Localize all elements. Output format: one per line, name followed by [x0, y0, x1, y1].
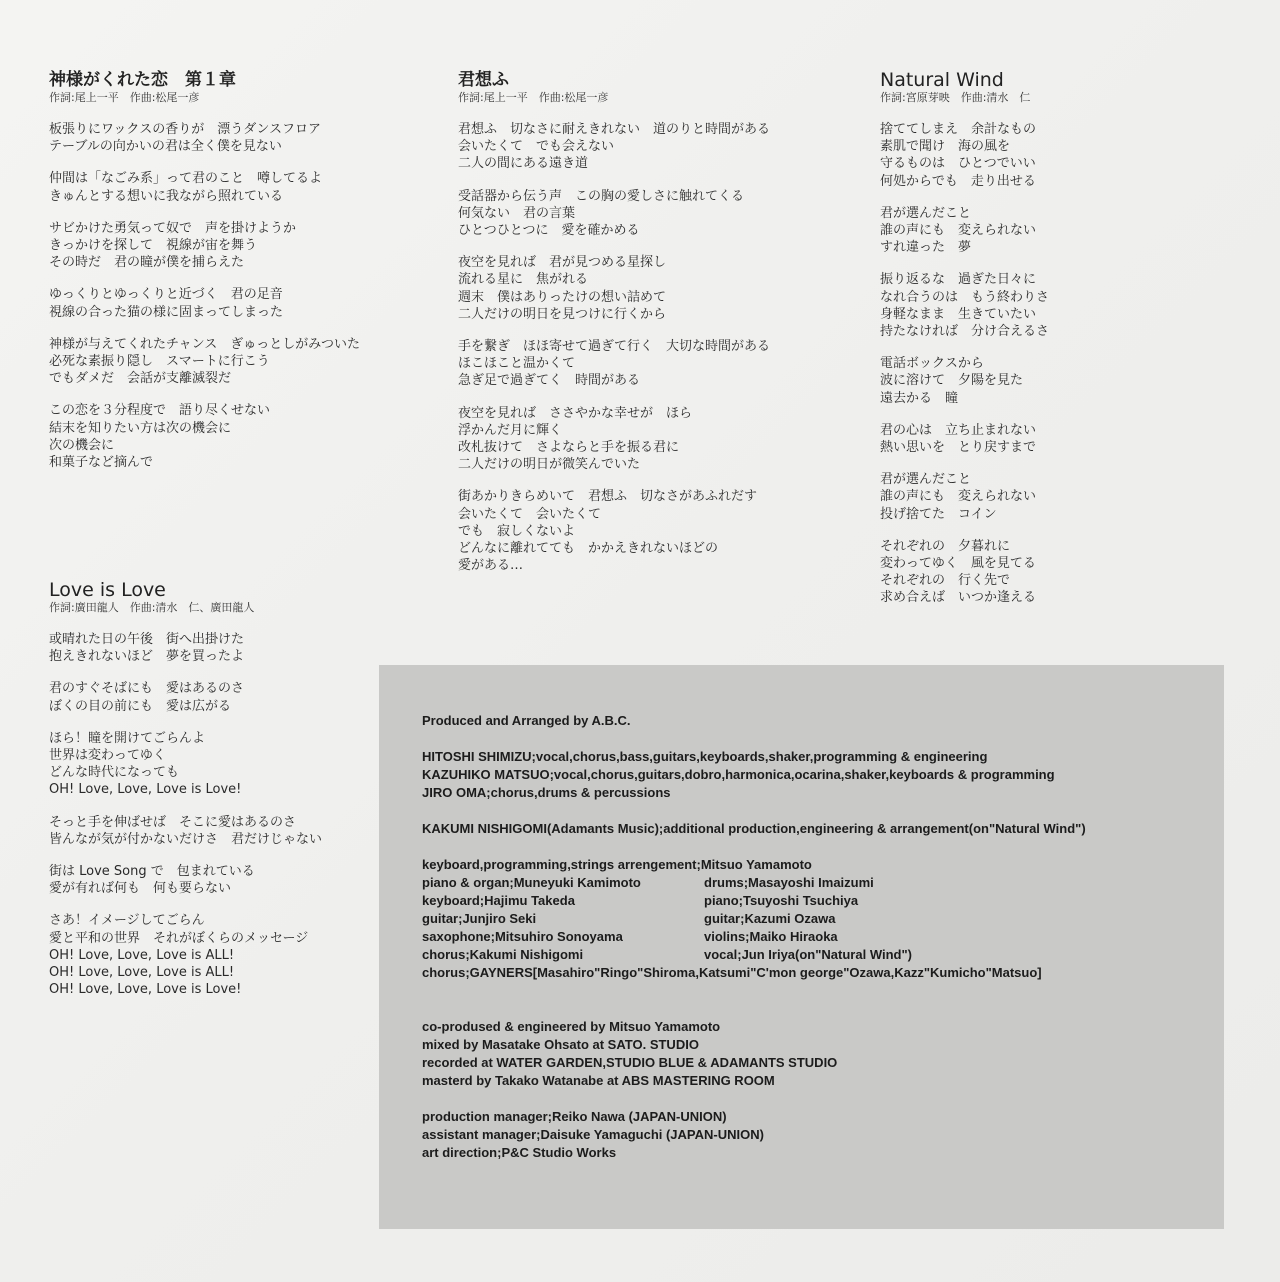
stanza [880, 205, 1049, 257]
stanza [49, 336, 360, 388]
lyric-line: 視線の合った猫の様に固まってしまった [49, 304, 284, 320]
musician-pair [422, 874, 1086, 892]
strings-credit: keyboard,programming,strings arrengement;Mitsuo Yamamoto [422, 857, 812, 872]
management-credit: art direction;P&C Studio Works [422, 1145, 617, 1160]
lyric-line: 世界は変わってゆく [49, 748, 166, 764]
stanza [880, 422, 1049, 456]
lyric-line: ひとつひとつに 愛を確かめる [458, 223, 640, 239]
musician-credit: piano;Tsuyoshi Tsuchiya [704, 893, 859, 908]
stanza [49, 286, 360, 320]
lyric-line: 素肌で聞け 海の風を [880, 139, 1011, 155]
musician-credit: chorus;Kakumi Nishigomi [422, 947, 584, 962]
stanza [49, 402, 360, 471]
lyric-line: 或晴れた日の午後 街へ出掛けた [49, 632, 245, 647]
lyric-line: 何処からでも 走り出せる [880, 173, 1036, 189]
song-natural-wind [880, 70, 1049, 607]
stanza [458, 121, 770, 173]
song-credit: 作詞:宮原芽映 作曲:清水 仁 [880, 91, 1031, 104]
lyric-line: 街あかりきらめいて 君想ふ 切なさがあふれだす [458, 489, 758, 505]
credits-text [422, 712, 1086, 1162]
lyric-line: 熱い思いを とり戻すまで [880, 440, 1037, 456]
stanza [880, 471, 1049, 523]
lyric-line: 急ぎ足で過ぎてく 時間がある [458, 373, 641, 389]
lyrics [458, 121, 770, 574]
musician-pair [422, 946, 1086, 964]
lyric-line: OH! Love, Love, Love is Love! [49, 782, 242, 798]
lyric-line: 神様が与えてくれたチャンス ぎゅっとしがみついた [49, 336, 360, 352]
lyric-line: 二人だけの明日を見つけに行くから [458, 306, 667, 322]
song-credit: 作詞:尾上一平 作曲:松尾一彦 [49, 91, 200, 104]
musician-credit: drums;Masayoshi Imaizumi [704, 875, 874, 890]
lyric-line: 持たなければ 分け合えるさ [880, 324, 1050, 340]
lyric-line: 改札抜けて さよならと手を振る君に [458, 440, 680, 456]
member-credit: HITOSHI SHIMIZU;vocal,chorus,bass,guitars,keyboards,shaker,programming & engineering [422, 749, 988, 764]
lyric-line: 週末 僕はありったけの想い詰めて [458, 289, 667, 305]
engineering-credit: co-prodused & engineered by Mitsuo Yamamoto [422, 1019, 721, 1034]
lyric-line: 振り返るな 過ぎた日々に [880, 272, 1037, 288]
stanza [49, 863, 322, 897]
musician-pair [422, 910, 1086, 928]
lyric-line: 板張りにワックスの香りが 漂うダンスフロア [49, 122, 321, 137]
lyric-line: でもダメだ 会話が支離滅裂だ [49, 371, 232, 387]
lyric-line: 夜空を見れば ささやかな幸せが ほら [458, 405, 693, 421]
song-credit: 作詞:廣田龍人 作曲:清水 仁、廣田龍人 [49, 601, 255, 614]
lyric-line: 君が選んだこと [880, 472, 972, 488]
lyric-line: 受話器から伝う声 この胸の愛しさに触れてくる [458, 188, 745, 204]
musician-credit: saxophone;Mitsuhiro Sonoyama [422, 929, 623, 944]
lyric-line: 遠去かる 瞳 [880, 390, 959, 406]
engineering-credit: masterd by Takako Watanabe at ABS MASTERING ROOM [422, 1073, 775, 1088]
lyric-line: 捨ててしまえ 余計なもの [880, 122, 1037, 137]
lyric-line: 君が選んだこと [880, 205, 972, 221]
lyric-line: 浮かんだ月に輝く [458, 422, 563, 438]
lyric-line: 君の心は 立ち止まれない [880, 422, 1037, 438]
lyric-line: 和菓子など摘んで [49, 455, 154, 471]
lyric-line: 変わってゆく 風を見てる [880, 556, 1036, 572]
lyric-line: 手を繋ぎ ほほ寄せて過ぎて行く 大切な時間がある [458, 339, 771, 355]
management-credit: production manager;Reiko Nawa (JAPAN-UNION) [422, 1109, 727, 1124]
lyric-line: 君のすぐそばにも 愛はあるのさ [49, 681, 245, 697]
lyric-line: 求め合えば いつか逢える [880, 590, 1037, 606]
lyric-line: きゅんとする想いに我ながら照れている [49, 188, 284, 204]
stanza [49, 170, 360, 204]
lyric-line: 二人の間にある遠き道 [458, 156, 589, 172]
chorus-credit: chorus;GAYNERS[Masahiro"Ringo"Shiroma,Katsumi"C'mon george"Ozawa,Kazz"Kumicho"Matsuo] [422, 965, 1042, 980]
lyric-line: 愛がある… [458, 558, 524, 574]
lyric-line: OH! Love, Love, Love is ALL! [49, 947, 235, 963]
lyric-line: ゆっくりとゆっくりと近づく 君の足音 [49, 287, 283, 303]
song-title: Natural Wind [880, 69, 1004, 91]
lyric-line: サビかけた勇気って奴で 声を掛けようか [49, 220, 297, 236]
lyric-line: 会いたくて 会いたくて [458, 506, 602, 522]
lyric-line: 会いたくて でも会えない [458, 139, 615, 155]
song-love-is-love [49, 580, 322, 998]
engineering-credit: recorded at WATER GARDEN,STUDIO BLUE & ADAMANTS STUDIO [422, 1055, 838, 1070]
lyric-line: 次の機会に [49, 437, 115, 453]
lyric-line: 身軽なまま 生きていたい [880, 306, 1037, 322]
lyric-line: 波に溶けて 夕陽を見た [880, 373, 1024, 389]
lyric-line: きっかけを探して 視線が宙を舞う [49, 238, 258, 254]
lyric-line: さあ！イメージしてごらん [49, 913, 205, 929]
lyric-line: ぼくの目の前にも 愛は広がる [49, 698, 232, 714]
musician-credit: guitar;Kazumi Ozawa [704, 911, 836, 926]
lyric-line: そっと手を伸ばせば そこに愛はあるのさ [49, 814, 297, 830]
stanza [458, 254, 770, 323]
engineering-credit: mixed by Masatake Ohsato at SATO. STUDIO [422, 1037, 699, 1052]
lyric-line: 誰の声にも 変えられない [880, 223, 1037, 239]
lyric-line: 夜空を見れば 君が見つめる星探し [458, 255, 667, 271]
lyric-line: 街は Love Song で 包まれている [49, 864, 255, 880]
lyric-line: どんなに離れてても かかえきれないほどの [458, 541, 719, 557]
lyric-line: なれ合うのは もう終わりさ [880, 289, 1050, 305]
song-title: 君想ふ [458, 70, 509, 90]
song-kimi-omou [458, 70, 770, 574]
lyric-line: 抱えきれないほど 夢を買ったよ [49, 649, 245, 665]
stanza [49, 730, 322, 799]
lyrics [49, 631, 322, 998]
lyric-line: それぞれの 夕暮れに [880, 538, 1011, 554]
lyric-line: ほら！瞳を開けてごらんよ [49, 730, 206, 746]
lyric-line: それぞれの 行く先で [880, 573, 1011, 589]
lyric-line: OH! Love, Love, Love is Love! [49, 982, 242, 998]
stanza [880, 538, 1049, 607]
stanza [458, 488, 770, 574]
lyric-line: ほこほこと温かくて [458, 356, 576, 372]
lyric-line: 誰の声にも 変えられない [880, 489, 1037, 505]
musician-credit: keyboard;Hajimu Takeda [422, 893, 575, 908]
musician-pair [422, 892, 1086, 910]
lyric-line: 皆んなが気が付かないだけさ 君だけじゃない [49, 831, 323, 847]
lyric-line: OH! Love, Love, Love is ALL! [49, 965, 235, 981]
lyric-line: どんな時代になっても [49, 765, 180, 781]
stanza [458, 188, 770, 240]
stanza [458, 405, 770, 474]
song-title: Love is Love [49, 579, 166, 601]
stanza [49, 912, 322, 998]
musician-credit: vocal;Jun Iriya(on"Natural Wind") [704, 947, 912, 962]
stanza [49, 220, 360, 272]
produced-by: Produced and Arranged by A.B.C. [422, 713, 631, 728]
lyric-line: でも 寂しくないよ [458, 523, 576, 539]
musician-credit: guitar;Junjiro Seki [422, 911, 537, 926]
member-credit: JIRO OMA;chorus,drums & percussions [422, 785, 671, 800]
stanza [49, 631, 322, 665]
lyric-line: 君想ふ 切なさに耐えきれない 道のりと時間がある [458, 122, 771, 137]
lyric-line: 電話ボックスから [880, 356, 984, 372]
stanza [49, 814, 322, 848]
musician-credit: violins;Maiko Hiraoka [704, 929, 838, 944]
lyric-line: 愛が有れば何も 何も要らない [49, 881, 232, 897]
stanza [49, 680, 322, 714]
stanza [458, 338, 770, 390]
lyric-line: 投げ捨てた コイン [880, 506, 997, 522]
credits-panel [379, 665, 1224, 1229]
stanza [880, 121, 1049, 190]
lyric-line: テーブルの向かいの君は全く僕を見ない [49, 139, 282, 155]
lyric-line: 結末を知りたい方は次の機会に [49, 420, 232, 436]
lyric-line: 必死な素振り隠し スマートに行こう [49, 354, 270, 370]
song-title: 神様がくれた恋 第１章 [49, 70, 236, 90]
lyric-line: 二人だけの明日が微笑んでいた [458, 457, 641, 473]
lyric-line: 愛と平和の世界 それがぼくらのメッセージ [49, 930, 309, 946]
lyric-line: この恋を３分程度で 語り尽くせない [49, 403, 271, 419]
lyric-line: 守るものは ひとつでいい [880, 156, 1036, 172]
additional-production: KAKUMI NISHIGOMI(Adamants Music);additional production,engineering & arrangement(on"Natural Wind") [422, 821, 1086, 836]
management-credit: assistant manager;Daisuke Yamaguchi (JAPAN-UNION) [422, 1127, 764, 1142]
lyrics [49, 121, 360, 471]
lyric-line: 流れる星に 焦がれる [458, 272, 589, 288]
stanza [49, 121, 360, 155]
song-credit: 作詞:尾上一平 作曲:松尾一彦 [458, 91, 609, 104]
lyrics [880, 121, 1049, 607]
musician-credit: piano & organ;Muneyuki Kamimoto [422, 875, 641, 890]
lyric-line: その時だ 君の瞳が僕を捕らえた [49, 255, 245, 271]
lyric-line: すれ違った 夢 [880, 240, 972, 256]
lyric-line: 仲間は「なごみ系」って君のこと 噂してるよ [49, 171, 323, 187]
member-credit: KAZUHIKO MATSUO;vocal,chorus,guitars,dobro,harmonica,ocarina,shaker,keyboards & programming [422, 767, 1055, 782]
stanza [880, 355, 1049, 407]
lyric-line: 何気ない 君の言葉 [458, 205, 576, 221]
stanza [880, 271, 1049, 340]
song-kamisama [49, 70, 360, 471]
musician-pair [422, 928, 1086, 946]
